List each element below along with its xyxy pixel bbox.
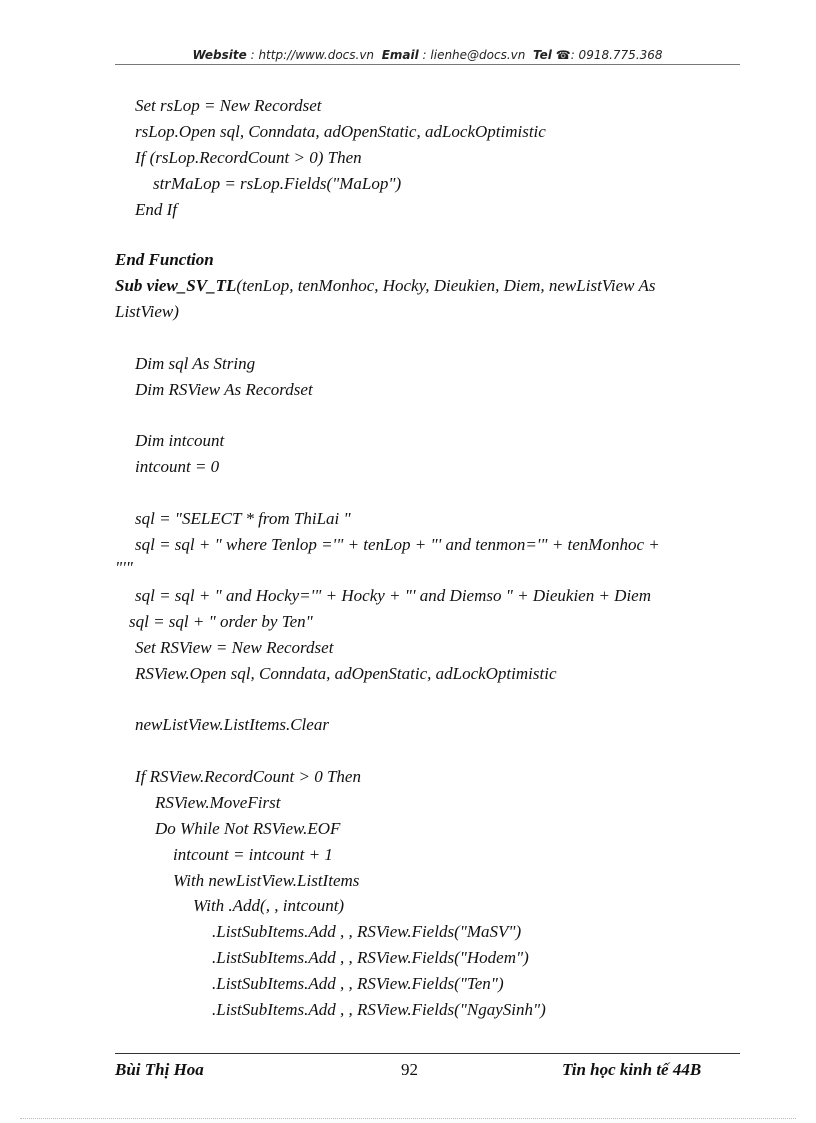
code-line: .ListSubItems.Add , , RSView.Fields("Ten") (212, 974, 504, 993)
email-label: Email (381, 48, 419, 62)
code-line: sql = sql + " and Hocky='" + Hocky + "' and Diemso " + Dieukien + Diem (135, 586, 652, 605)
code-line: sql = sql + " where Tenlop ='" + tenLop + "' and tenmon='" + tenMonhoc + (135, 535, 660, 554)
page-header (115, 48, 740, 62)
code-line: Set RSView = New Recordset (135, 638, 334, 657)
code-line: .ListSubItems.Add , , RSView.Fields("NgaySinh") (212, 1000, 546, 1019)
telephone-icon: ☎ (555, 48, 571, 62)
code-line: ListView) (115, 302, 179, 321)
code-line: Do While Not RSView.EOF (155, 819, 341, 838)
email-value: : lienhe@docs.vn (422, 48, 526, 62)
code-line: rsLop.Open sql, Conndata, adOpenStatic, adLockOptimistic (135, 122, 546, 141)
code-line: Dim intcount (135, 431, 225, 450)
code-line: RSView.Open sql, Conndata, adOpenStatic, adLockOptimistic (135, 664, 557, 683)
code-line: .ListSubItems.Add , , RSView.Fields("MaSV") (212, 922, 522, 941)
page-edge-dotted-line (20, 1118, 796, 1119)
code-line: With newListView.ListItems (173, 871, 360, 890)
code-line: .ListSubItems.Add , , RSView.Fields("Hodem") (212, 948, 529, 967)
footer-author: Bùi Thị Hoa (115, 1060, 204, 1079)
code-line-end-function: End Function (115, 250, 214, 269)
tel-value: : 0918.775.368 (570, 48, 663, 62)
website-value: : http://www.docs.vn (250, 48, 375, 62)
code-line: End If (135, 200, 178, 219)
footer-class: Tin học kinh tế 44B (562, 1060, 702, 1079)
code-line: RSView.MoveFirst (155, 793, 281, 812)
code-line: "'" (115, 558, 133, 577)
code-line: sql = sql + " order by Ten" (129, 612, 313, 631)
code-line: intcount = intcount + 1 (173, 845, 333, 864)
header-rule (115, 64, 740, 65)
code-line: If RSView.RecordCount > 0 Then (135, 767, 361, 786)
code-line: With .Add(, , intcount) (193, 896, 345, 915)
sub-params: (tenLop, tenMonhoc, Hocky, Dieukien, Diem, newListView As (236, 276, 656, 295)
code-line: Dim sql As String (135, 354, 256, 373)
tel-label: Tel (533, 48, 552, 62)
code-line: sql = "SELECT * from ThiLai " (135, 509, 351, 528)
website-label: Website (192, 48, 247, 62)
code-line: strMaLop = rsLop.Fields("MaLop") (153, 174, 402, 193)
code-line-sub-signature (115, 276, 655, 296)
sub-name: Sub view_SV_TL (115, 276, 237, 295)
footer-rule (115, 1053, 740, 1054)
code-line: Dim RSView As Recordset (135, 380, 313, 399)
code-line: Set rsLop = New Recordset (135, 96, 322, 115)
code-line: newListView.ListItems.Clear (135, 715, 329, 734)
page-number: 92 (401, 1060, 418, 1079)
code-line: intcount = 0 (135, 457, 220, 476)
code-line: If (rsLop.RecordCount > 0) Then (135, 148, 362, 167)
